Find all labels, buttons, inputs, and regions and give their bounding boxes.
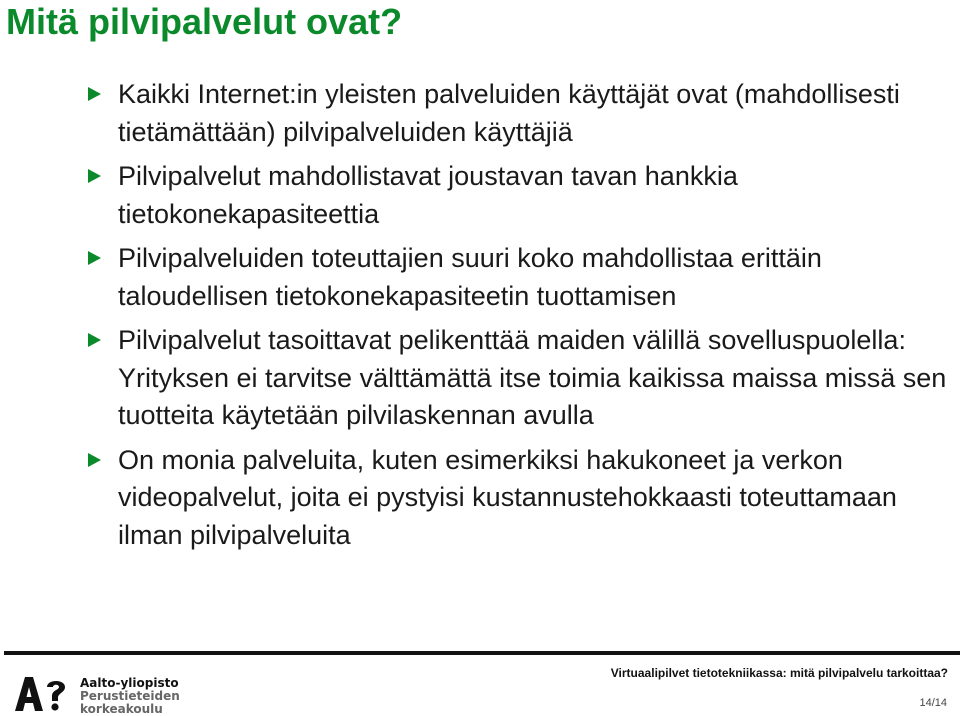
slide-title: Mitä pilvipalvelut ovat? xyxy=(6,1,403,42)
footer-divider xyxy=(4,651,960,655)
bullet-list xyxy=(0,76,960,561)
bullet-item xyxy=(0,322,960,435)
bullet-text: Pilvipalvelut mahdollistavat joustavan tavan hankkia tietokonekapasiteettia xyxy=(118,161,738,229)
bullet-text: On monia palveluita, kuten esimerkiksi hakukoneet ja verkon videopalvelut, joita ei pystyisi kustannustehokkaasti toteuttamaan ilman pilvipalveluita xyxy=(118,444,897,550)
aalto-logo-icon xyxy=(14,676,68,712)
org-line: Aalto-yliopisto xyxy=(80,676,179,690)
bullet-item xyxy=(0,158,960,233)
bullet-item xyxy=(0,442,960,555)
bullet-text: Pilvipalveluiden toteuttajien suuri koko mahdollistaa erittäin taloudellisen tietokonekapasiteetin tuottamisen xyxy=(118,243,822,311)
org-line: Perustieteiden xyxy=(80,689,180,703)
bullet-item xyxy=(0,76,960,151)
bullet-text: Kaikki Internet:in yleisten palveluiden käyttäjät ovat (mahdollisesti tietämättään) pilvipalveluiden käyttäjiä xyxy=(118,79,900,147)
triangle-right-icon xyxy=(88,251,101,265)
triangle-right-icon xyxy=(88,453,101,467)
presentation-title: Virtuaalipilvet tietotekniikassa: mitä pilvipalvelu tarkoittaa? xyxy=(610,666,948,680)
bullet-item xyxy=(0,240,960,315)
organization-name xyxy=(80,677,180,716)
org-line: korkeakoulu xyxy=(80,702,163,716)
page-number: 14/14 xyxy=(919,697,947,709)
bullet-text: Pilvipalvelut tasoittavat pelikenttää maiden välillä sovelluspuolella: Yrityksen ei tarvitse välttämättä itse toimia kaikissa maissa missä sen tuotteita käytetään pilvilaskennan avulla xyxy=(118,325,947,430)
triangle-right-icon xyxy=(88,169,101,183)
triangle-right-icon xyxy=(88,333,101,347)
triangle-right-icon xyxy=(88,87,101,101)
